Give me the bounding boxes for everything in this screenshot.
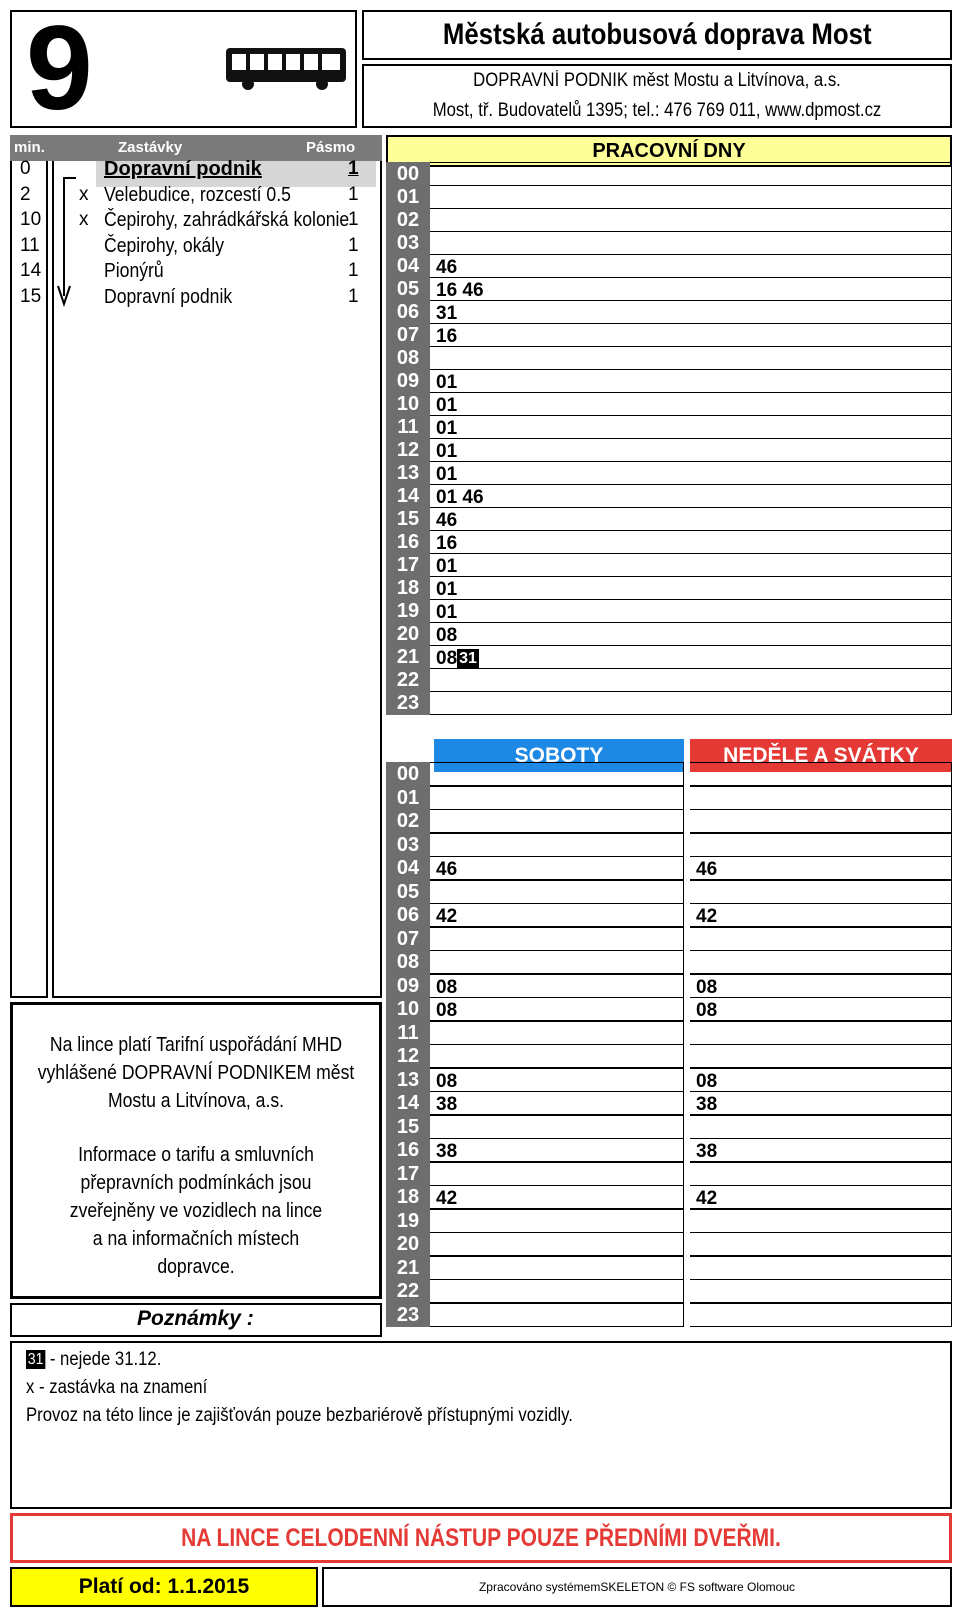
weekday-row (430, 599, 952, 623)
sundays-row (690, 927, 952, 951)
weekend-hour: 08 (386, 950, 430, 974)
stop-minutes: 15 (20, 286, 42, 307)
sundays-row (690, 1256, 952, 1280)
stop-name: Velebudice, rozcestí 0.5 (104, 184, 291, 206)
weekday-hour: 10 (386, 392, 430, 416)
sundays-row (690, 762, 952, 786)
saturdays-minutes: 08 (436, 977, 458, 998)
boarding-warning-box (10, 1513, 952, 1563)
saturdays-row (430, 950, 684, 974)
weekday-minutes-text: 01 (436, 602, 458, 623)
saturdays-row (430, 1068, 684, 1092)
weekday-hour: 20 (386, 622, 430, 646)
saturdays-row (430, 1279, 684, 1303)
stop-zone: 1 (348, 286, 359, 307)
weekday-hour: 03 (386, 231, 430, 255)
weekday-row (430, 576, 952, 600)
weekend-hour: 16 (386, 1138, 430, 1162)
stop-name: Dopravní podnik (104, 286, 233, 308)
info-text (13, 1141, 379, 1281)
exception-badge: 31 (459, 650, 477, 667)
stop-name: Pionýrů (104, 260, 164, 282)
weekday-minutes-text: 01 (436, 372, 458, 393)
saturdays-row (430, 927, 684, 951)
weekday-hour: 05 (386, 277, 430, 301)
saturdays-row (430, 1303, 684, 1327)
sundays-minutes: 08 (696, 977, 718, 998)
legend-badge-text: - nejede 31.12. (45, 1349, 162, 1370)
tariff-line: Na lince platí Tarifní uspořádání MHD (49, 1034, 343, 1056)
sundays-row (690, 950, 952, 974)
line-number: 9 (26, 1, 93, 135)
weekday-row (430, 185, 952, 209)
saturdays-row (430, 880, 684, 904)
weekday-hour: 02 (386, 208, 430, 232)
sundays-row (690, 1044, 952, 1068)
weekday-hour: 12 (386, 438, 430, 462)
weekday-hour: 08 (386, 346, 430, 370)
sundays-minutes: 42 (696, 906, 718, 927)
weekday-row (430, 323, 952, 347)
weekday-row (430, 507, 952, 531)
stop-name: Dopravní podnik (104, 158, 262, 180)
notes-label-box (10, 1303, 382, 1337)
saturdays-row (430, 1232, 684, 1256)
weekday-hour: 16 (386, 530, 430, 554)
saturdays-row (430, 1115, 684, 1139)
weekend-hour: 21 (386, 1256, 430, 1280)
bus-icon (222, 42, 350, 92)
saturdays-row (430, 974, 684, 998)
weekend-hour: 12 (386, 1044, 430, 1068)
sundays-minutes: 08 (696, 1071, 718, 1092)
info-line: Informace o tarifu a smluvních (78, 1144, 314, 1166)
weekday-row (430, 346, 952, 370)
saturdays-row (430, 1044, 684, 1068)
credit-text: Zpracováno systémemSKELETON © FS software Olomouc (322, 1567, 952, 1607)
saturdays-minutes: 38 (436, 1141, 458, 1162)
weekday-row (430, 369, 952, 393)
tariff-notes-box (10, 1002, 382, 1299)
tariff-line: Mostu a Litvínova, a.s. (107, 1090, 285, 1112)
weekend-hour: 17 (386, 1162, 430, 1186)
weekday-minutes-text: 46 (436, 257, 458, 278)
weekday-row (430, 530, 952, 554)
saturdays-minutes: 42 (436, 1188, 458, 1209)
weekend-hour: 14 (386, 1091, 430, 1115)
stop-name: Čepirohy, okály (104, 235, 224, 257)
weekday-minutes-text: 16 46 (436, 280, 484, 301)
weekday-hour: 04 (386, 254, 430, 278)
weekday-row (430, 254, 952, 278)
sundays-row (690, 1021, 952, 1045)
weekday-hour: 19 (386, 599, 430, 623)
saturdays-minutes: 08 (436, 1000, 458, 1021)
weekday-minutes-text: 01 (436, 464, 458, 485)
weekday-hour: 17 (386, 553, 430, 577)
weekday-row (430, 162, 952, 186)
weekday-hour: 09 (386, 369, 430, 393)
weekday-row (430, 415, 952, 439)
saturdays-row (430, 1138, 684, 1162)
sundays-minutes: 42 (696, 1188, 718, 1209)
weekend-hour: 20 (386, 1232, 430, 1256)
weekend-hour: 22 (386, 1279, 430, 1303)
sundays-row (690, 786, 952, 810)
weekend-hour: 07 (386, 927, 430, 951)
weekday-minutes-text: 31 (436, 303, 458, 324)
stop-zone: 1 (348, 158, 359, 179)
saturdays-minutes: 38 (436, 1094, 458, 1115)
weekend-hour: 11 (386, 1021, 430, 1045)
saturdays-row (430, 1021, 684, 1045)
saturdays-row (430, 786, 684, 810)
weekday-minutes-text: 01 (436, 556, 458, 577)
saturdays-row (430, 762, 684, 786)
tariff-line: vyhlášené DOPRAVNÍ PODNIKEM měst (37, 1062, 355, 1084)
saturdays-row (430, 997, 684, 1021)
saturdays-row (430, 809, 684, 833)
weekend-hour: 03 (386, 833, 430, 857)
weekend-hour: 13 (386, 1068, 430, 1092)
weekday-hour: 21 (386, 645, 430, 669)
saturdays-minutes: 08 (436, 1071, 458, 1092)
weekend-hour: 00 (386, 762, 430, 786)
info-line: přepravních podmínkách jsou (80, 1172, 312, 1194)
sundays-header: NEDĚLE A SVÁTKY (690, 739, 952, 772)
weekday-hour: 15 (386, 507, 430, 531)
stop-minutes: 11 (20, 235, 40, 256)
stops-header-label: Zastávky (118, 139, 183, 156)
legend-box (10, 1341, 952, 1509)
request-stop-flag: x (79, 184, 89, 205)
tariff-text (13, 1031, 379, 1115)
request-stop-flag: x (79, 209, 89, 230)
weekdays-header: PRACOVNÍ DNY (386, 135, 952, 167)
sundays-minutes: 08 (696, 1000, 718, 1021)
weekend-hour: 10 (386, 997, 430, 1021)
weekday-minutes-text: 01 46 (436, 487, 484, 508)
weekend-hour: 19 (386, 1209, 430, 1233)
weekday-row (430, 622, 952, 646)
weekday-minutes-text: 01 (436, 395, 458, 416)
sundays-row (690, 1115, 952, 1139)
stop-name: Čepirohy, zahrádkářská kolonie (104, 209, 350, 231)
page-title: Městská autobusová doprava Most (442, 18, 872, 51)
saturdays-row (430, 1091, 684, 1115)
operator-name: DOPRAVNÍ PODNIK měst Mostu a Litvínova, a.s. (473, 70, 841, 91)
sundays-row (690, 1209, 952, 1233)
legend-badge-line (26, 1349, 161, 1371)
weekday-row (430, 231, 952, 255)
saturdays-row (430, 1162, 684, 1186)
weekday-minutes-text: 08 (436, 625, 458, 646)
weekend-hour: 06 (386, 903, 430, 927)
stop-zone: 1 (348, 209, 359, 230)
saturdays-minutes: 42 (436, 906, 458, 927)
weekday-row (430, 208, 952, 232)
stop-minutes: 14 (20, 260, 42, 281)
weekday-row (430, 461, 952, 485)
weekday-hour: 11 (386, 415, 430, 439)
title-box (362, 10, 952, 60)
operator-box (362, 64, 952, 128)
weekday-row (430, 277, 952, 301)
weekend-hour: 18 (386, 1185, 430, 1209)
sundays-row (690, 903, 952, 927)
weekend-hour: 23 (386, 1303, 430, 1327)
weekday-row (430, 691, 952, 715)
info-line: a na informačních místech (92, 1228, 300, 1250)
sundays-row (690, 1232, 952, 1256)
weekend-hour: 04 (386, 856, 430, 880)
saturdays-row (430, 1209, 684, 1233)
saturdays-row (430, 1256, 684, 1280)
legend-flag-line: x - zastávka na znamení (26, 1377, 208, 1398)
stop-zone: 1 (348, 260, 359, 281)
min-header: min. (14, 139, 45, 156)
sundays-minutes: 38 (696, 1094, 718, 1115)
notes-label: Poznámky : (137, 1307, 254, 1330)
weekday-hour: 14 (386, 484, 430, 508)
saturdays-header: SOBOTY (434, 739, 684, 772)
sundays-row (690, 1185, 952, 1209)
stop-minutes: 2 (20, 184, 31, 205)
saturdays-row (430, 903, 684, 927)
legend-access-line: Provoz na této lince je zajišťován pouze bezbariérově přístupnými vozidly. (26, 1405, 573, 1426)
valid-from: Platí od: 1.1.2015 (10, 1567, 318, 1607)
weekday-minutes-text: 46 (436, 510, 458, 531)
weekday-minutes-text: 08 (436, 648, 458, 669)
weekday-hour: 22 (386, 668, 430, 692)
weekday-minutes-text: 01 (436, 418, 458, 439)
saturdays-row (430, 1185, 684, 1209)
stop-zone: 1 (348, 235, 359, 256)
weekend-hour: 01 (386, 786, 430, 810)
weekday-row (430, 668, 952, 692)
sundays-row (690, 1162, 952, 1186)
sundays-row (690, 856, 952, 880)
weekday-hour: 06 (386, 300, 430, 324)
sundays-row (690, 1091, 952, 1115)
weekend-hour: 05 (386, 880, 430, 904)
saturdays-row (430, 833, 684, 857)
weekday-row (430, 645, 952, 669)
legend-badge: 31 (27, 1351, 44, 1368)
weekday-minutes-text: 01 (436, 579, 458, 600)
operator-contact: Most, tř. Budovatelů 1395; tel.: 476 769 011, www.dpmost.cz (432, 100, 882, 121)
info-line: dopravce. (157, 1256, 235, 1278)
weekday-row (430, 392, 952, 416)
saturdays-row (430, 856, 684, 880)
weekday-hour: 23 (386, 691, 430, 715)
saturdays-minutes: 46 (436, 859, 458, 880)
weekday-hour: 01 (386, 185, 430, 209)
zone-header: Pásmo (306, 139, 356, 156)
sundays-row (690, 1138, 952, 1162)
weekday-minutes-text: 16 (436, 326, 458, 347)
line-number-box (10, 1, 357, 135)
stop-minutes: 0 (20, 158, 31, 179)
weekend-hour: 15 (386, 1115, 430, 1139)
weekday-minutes-text: 16 (436, 533, 458, 554)
sundays-minutes: 38 (696, 1141, 718, 1162)
weekday-row (430, 438, 952, 462)
weekday-row (430, 300, 952, 324)
boarding-warning: NA LINCE CELODENNÍ NÁSTUP POUZE PŘEDNÍMI DVEŘMI. (181, 1524, 781, 1552)
info-line: zveřejněny ve vozidlech na lince (69, 1200, 323, 1222)
sundays-row (690, 880, 952, 904)
sundays-row (690, 997, 952, 1021)
weekday-row (430, 553, 952, 577)
sundays-row (690, 1303, 952, 1327)
weekend-hour: 02 (386, 809, 430, 833)
sundays-row (690, 809, 952, 833)
sundays-row (690, 833, 952, 857)
weekday-hour: 13 (386, 461, 430, 485)
stop-zone: 1 (348, 184, 359, 205)
weekday-row (430, 484, 952, 508)
weekday-hour: 00 (386, 162, 430, 186)
sundays-row (690, 974, 952, 998)
weekday-hour: 18 (386, 576, 430, 600)
sundays-minutes: 46 (696, 859, 718, 880)
sundays-row (690, 1068, 952, 1092)
weekend-hour: 09 (386, 974, 430, 998)
sundays-row (690, 1279, 952, 1303)
stop-minutes: 10 (20, 209, 42, 230)
weekday-minutes-text: 01 (436, 441, 458, 462)
weekday-hour: 07 (386, 323, 430, 347)
